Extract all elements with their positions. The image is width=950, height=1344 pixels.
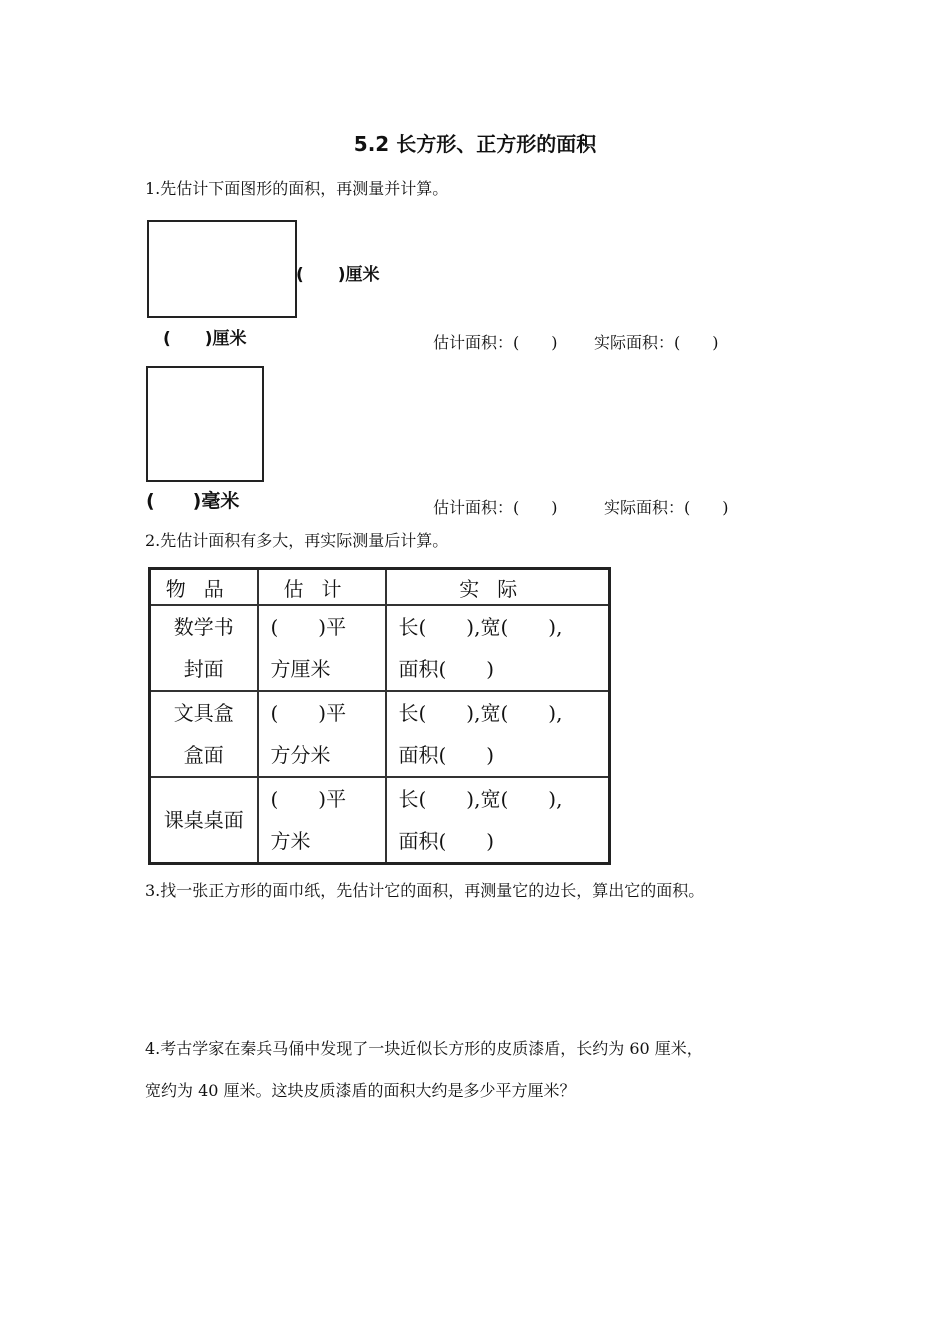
actual-line2: 面积( )	[398, 657, 495, 681]
estimate-line1: ( )平	[270, 701, 347, 725]
actual-line2: 面积( )	[398, 743, 495, 767]
table-row	[150, 777, 610, 864]
actual-line1: 长( ),宽( ),	[398, 701, 563, 725]
header-item: 物品	[150, 569, 258, 606]
header-actual: 实际	[386, 569, 610, 606]
actual-cell	[386, 605, 610, 691]
rectangle-figure	[147, 220, 297, 318]
estimate-line2: 方厘米	[270, 657, 331, 681]
estimate-cell	[258, 605, 386, 691]
item-name-line1: 课桌桌面	[163, 808, 244, 832]
question-4-line2: 宽约为 40 厘米。这块皮质漆盾的面积大约是多少平方厘米？	[145, 1081, 576, 1100]
item-name	[150, 691, 258, 777]
actual-line1: 长( ),宽( ),	[398, 615, 563, 639]
square-actual: 实际面积：( )	[604, 498, 729, 517]
table-row	[150, 691, 610, 777]
square-estimate: 估计面积：( )	[433, 498, 558, 517]
square-figure	[146, 366, 264, 482]
item-name-line2: 盒面	[183, 743, 224, 767]
actual-cell	[386, 777, 610, 864]
question-3-text: 3.找一张正方形的面巾纸，先估计它的面积，再测量它的边长，算出它的面积。	[145, 881, 705, 900]
item-name-line1: 文具盒	[173, 701, 234, 725]
estimate-cell	[258, 777, 386, 864]
question-2-text: 2.先估计面积有多大，再实际测量后计算。	[145, 531, 449, 550]
actual-line2: 面积( )	[398, 829, 495, 853]
estimate-line1: ( )平	[270, 615, 347, 639]
question-1-text: 1.先估计下面图形的面积，再测量并计算。	[145, 179, 449, 198]
table-header-row	[150, 569, 610, 606]
rectangle-actual: 实际面积：( )	[594, 333, 719, 352]
estimate-line2: 方分米	[270, 743, 331, 767]
page-title: 5.2 长方形、正方形的面积	[353, 132, 597, 156]
estimate-cell	[258, 691, 386, 777]
table-row	[150, 605, 610, 691]
item-name	[150, 777, 258, 864]
estimate-line1: ( )平	[270, 787, 347, 811]
actual-line1: 长( ),宽( ),	[398, 787, 563, 811]
question-4-line1: 4.考古学家在秦兵马俑中发现了一块近似长方形的皮质漆盾，长约为 60 厘米，	[145, 1039, 703, 1058]
square-bottom-label: ( )毫米	[146, 490, 240, 512]
estimate-table	[148, 567, 611, 865]
rectangle-side-label: ( )厘米	[296, 265, 380, 285]
rectangle-estimate: 估计面积：( )	[433, 333, 558, 352]
header-estimate: 估计	[258, 569, 386, 606]
actual-cell	[386, 691, 610, 777]
rectangle-bottom-label: ( )厘米	[163, 329, 247, 349]
item-name	[150, 605, 258, 691]
item-name-line2: 封面	[183, 657, 224, 681]
estimate-line2: 方米	[270, 829, 311, 853]
item-name-line1: 数学书	[173, 615, 234, 639]
